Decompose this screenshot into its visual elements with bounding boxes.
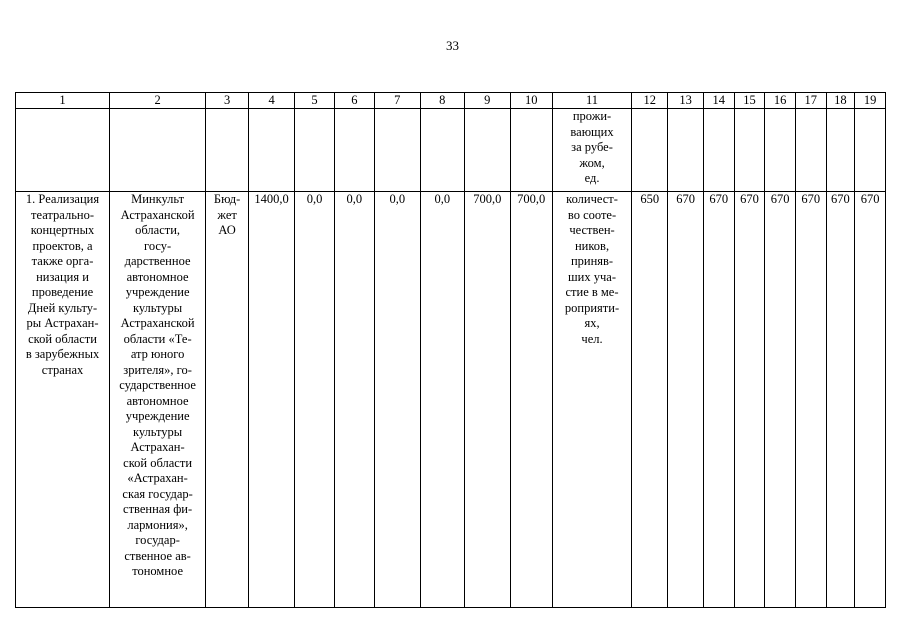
amount-cell: 0,0 [334,192,374,608]
header-cell: 4 [249,93,295,109]
header-cell: 5 [295,93,335,109]
total-amount-cell: 1400,0 [249,192,295,608]
empty-cell [765,109,796,192]
indicator-value-cell: 670 [668,192,704,608]
indicator-value-cell: 670 [734,192,765,608]
indicator-value-cell: 670 [795,192,826,608]
indicator-continuation-cell: прожи- вающих за рубе- жом, ед. [552,109,632,192]
funding-source-cell: Бюд- жет АО [206,192,249,608]
empty-cell [464,109,510,192]
empty-cell [110,109,206,192]
empty-cell [420,109,464,192]
activity-name-cell: 1. Реализация театрально- концертных проектов, а также орга- низация и проведение Дней культу- ры Астрахан- ской области в зарубежных странах [16,192,110,608]
header-cell: 1 [16,93,110,109]
indicator-value-cell: 670 [855,192,886,608]
indicator-value-cell: 670 [826,192,855,608]
header-cell: 15 [734,93,765,109]
empty-cell [632,109,668,192]
data-row [16,192,886,608]
indicator-value-cell: 670 [765,192,796,608]
empty-cell [16,109,110,192]
empty-cell [510,109,552,192]
program-table [15,92,886,608]
amount-cell: 0,0 [295,192,335,608]
indicator-cell: количест- во соотe- чествен- ников, приняв- ших уча- стие в ме- роприяти- ях, чел. [552,192,632,608]
empty-cell [295,109,335,192]
empty-cell [826,109,855,192]
header-cell: 18 [826,93,855,109]
continuation-row [16,109,886,192]
header-cell: 16 [765,93,796,109]
header-cell: 8 [420,93,464,109]
header-cell: 10 [510,93,552,109]
empty-cell [795,109,826,192]
header-row [16,93,886,109]
header-cell: 9 [464,93,510,109]
empty-cell [249,109,295,192]
header-cell: 2 [110,93,206,109]
header-cell: 13 [668,93,704,109]
header-cell: 11 [552,93,632,109]
empty-cell [334,109,374,192]
empty-cell [668,109,704,192]
header-cell: 3 [206,93,249,109]
empty-cell [703,109,734,192]
page-number: 33 [446,38,459,53]
empty-cell [206,109,249,192]
header-cell: 14 [703,93,734,109]
responsible-executor-cell: Минкульт Астраханской области, госу- дарственное автономное учреждение культуры Астраханской области «Те- атр юного зрителя», го- сударственное автономное учреждение культуры Астрахан- ской области «Астрахан- ская государ- ственная фи- лармония», государ- ственное ав- тономное [110,192,206,608]
amount-cell: 700,0 [510,192,552,608]
empty-cell [374,109,420,192]
amount-cell: 700,0 [464,192,510,608]
amount-cell: 0,0 [374,192,420,608]
empty-cell [855,109,886,192]
header-cell: 19 [855,93,886,109]
amount-cell: 0,0 [420,192,464,608]
header-cell: 7 [374,93,420,109]
header-cell: 12 [632,93,668,109]
header-cell: 17 [795,93,826,109]
indicator-value-cell: 650 [632,192,668,608]
indicator-value-cell: 670 [703,192,734,608]
header-cell: 6 [334,93,374,109]
empty-cell [734,109,765,192]
